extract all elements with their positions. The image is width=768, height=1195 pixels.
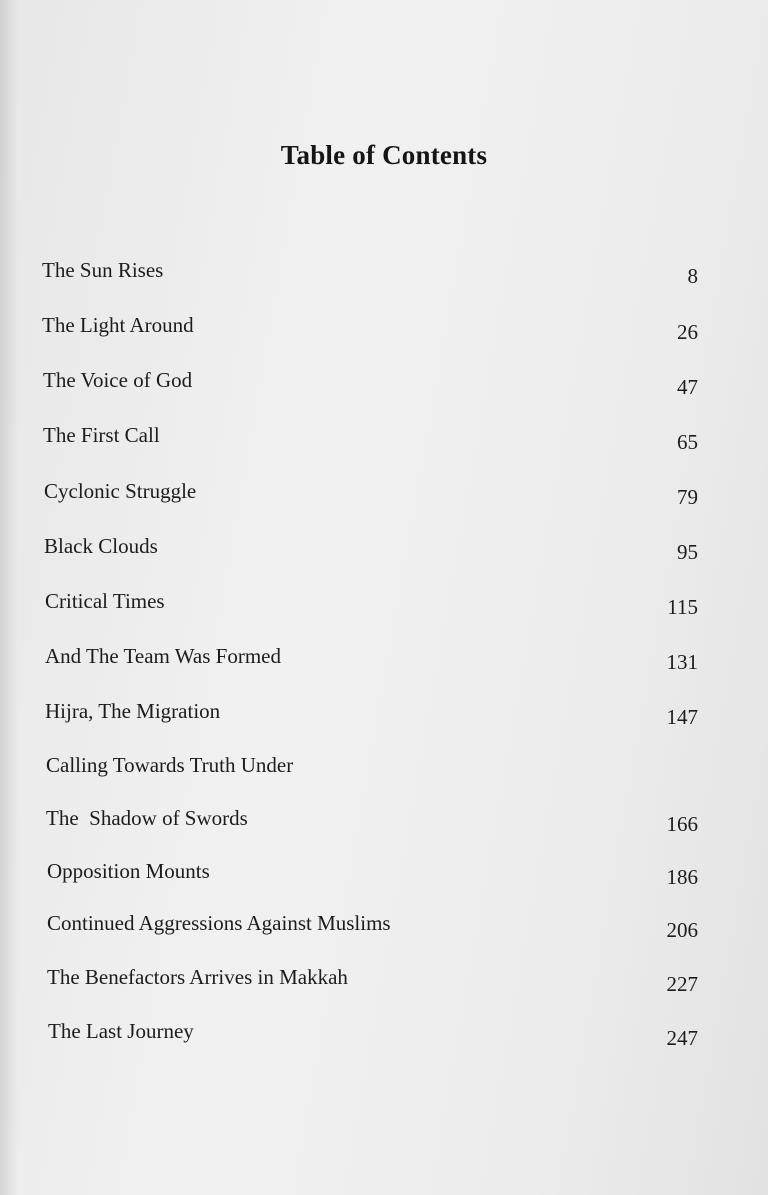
toc-entry-title: The Voice of God: [43, 368, 193, 392]
toc-entry-page: 26: [677, 320, 698, 344]
toc-entry: [0, 368, 768, 402]
toc-entry: [0, 965, 768, 999]
toc-entry-title: The Benefactors Arrives in Makkah: [47, 965, 348, 989]
toc-entry-title: The Last Journey: [48, 1019, 194, 1043]
toc-entry-title: The First Call: [43, 423, 160, 447]
toc-entry-page: 186: [666, 865, 698, 889]
toc-entry-title: Critical Times: [45, 589, 165, 613]
toc-entry: [0, 313, 768, 347]
toc-entry-page: 166: [666, 812, 698, 836]
page-title: Table of Contents: [280, 140, 488, 170]
toc-entry-page: 227: [666, 972, 698, 996]
toc-entry-title: The Light Around: [42, 313, 194, 337]
toc-entry: [0, 806, 768, 840]
toc-entry-title: Calling Towards Truth Under: [46, 753, 294, 777]
toc-entry: [0, 479, 768, 513]
toc-entry: [0, 423, 768, 457]
toc-entry: [0, 859, 768, 893]
toc-entry-title: The Sun Rises: [42, 258, 164, 282]
toc-entry: [0, 589, 768, 623]
toc-entry-title: Hijra, The Migration: [45, 699, 221, 723]
toc-entry-page: 79: [677, 485, 698, 509]
toc-entry-title: Opposition Mounts: [47, 859, 210, 883]
toc-entry-title: Continued Aggressions Against Muslims: [47, 911, 391, 935]
toc-entry: [0, 699, 768, 733]
toc-entry-page: 8: [687, 264, 698, 288]
toc-entry: [0, 644, 768, 678]
toc-entry-page: 206: [666, 918, 698, 942]
toc-entry-page: 131: [666, 650, 698, 674]
toc-entry: [0, 1019, 768, 1053]
toc-entry-page: 247: [666, 1026, 698, 1050]
toc-entry-title: Cyclonic Struggle: [44, 479, 197, 503]
toc-entry: [0, 753, 768, 787]
toc-entry: [0, 258, 768, 292]
toc-entry-title: The Shadow of Swords: [46, 806, 248, 830]
toc-entry-page: 65: [677, 430, 698, 454]
toc-entry: [0, 911, 768, 945]
toc-entry-page: 115: [667, 595, 698, 619]
toc-entry-title: And The Team Was Formed: [45, 644, 281, 668]
toc-entry-page: 95: [677, 540, 698, 564]
toc-entry-title: Black Clouds: [44, 534, 158, 558]
toc-entry-page: 147: [666, 705, 698, 729]
toc-entry-page: 47: [677, 375, 698, 399]
toc-entry: [0, 534, 768, 568]
